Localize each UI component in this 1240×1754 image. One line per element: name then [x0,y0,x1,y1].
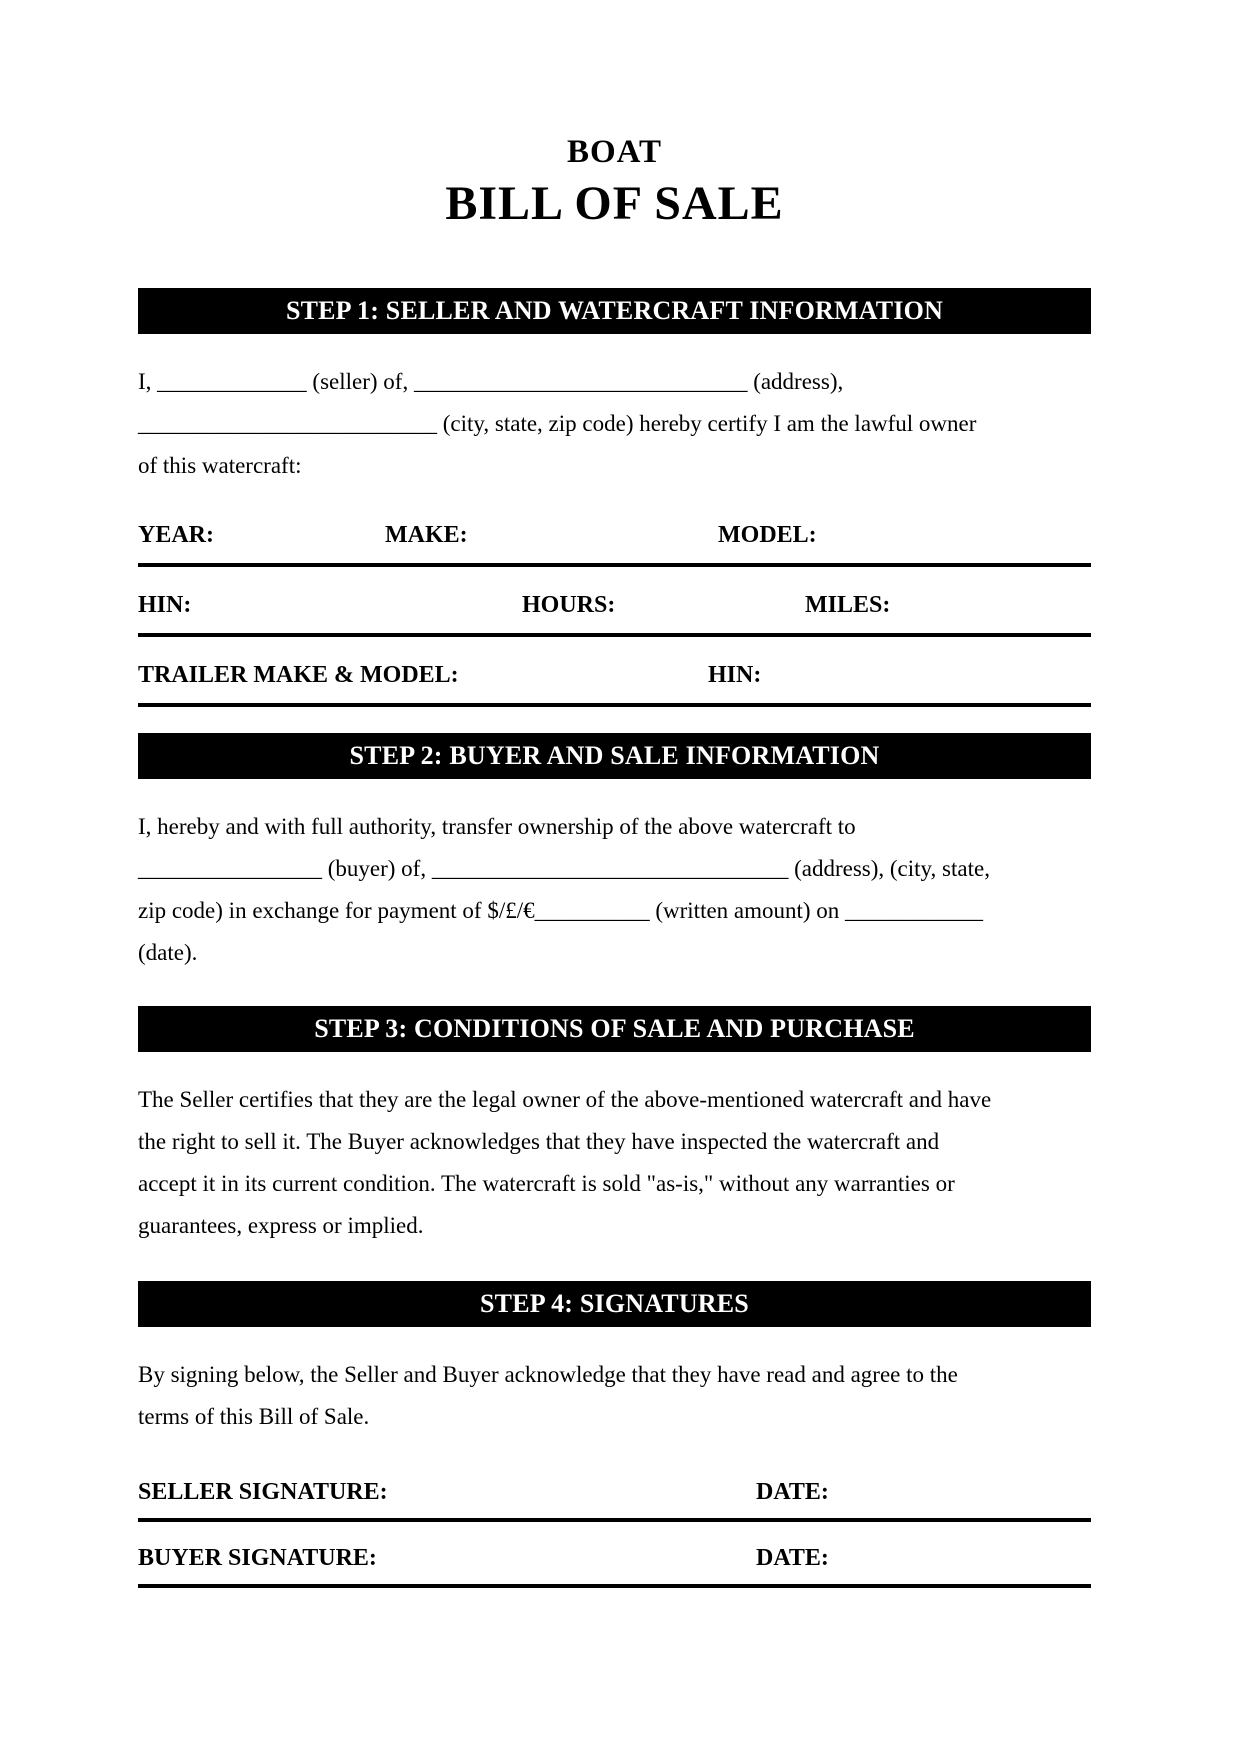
step3-header-label: STEP 3: CONDITIONS OF SALE AND PURCHASE [314,1014,915,1043]
step1-line-3: of this watercraft: [138,453,302,478]
model-field-label: MODEL: [718,522,817,548]
step1-line-2: __________________________ (city, state, zip code) hereby certify I am the lawful owner [138,411,977,436]
trailer-make-model-field-label: TRAILER MAKE & MODEL: [138,662,459,688]
step4-line-2: terms of this Bill of Sale. [138,1404,370,1429]
year-field-label: YEAR: [138,522,214,548]
step2-line-4: (date). [138,940,198,965]
step3-line-3: accept it in its current condition. The watercraft is sold "as-is," without any warranties or [138,1171,955,1196]
seller-signature-label: SELLER SIGNATURE: [138,1479,388,1505]
step1-paragraph [138,361,1091,487]
hours-field-label: HOURS: [522,592,616,618]
step2-line-1: I, hereby and with full authority, transfer ownership of the above watercraft to [138,814,856,839]
step3-line-1: The Seller certifies that they are the legal owner of the above-mentioned watercraft and have [138,1087,992,1112]
watercraft-fields-row-3 [138,641,1091,707]
seller-date-label: DATE: [756,1479,829,1505]
seller-signature-row [138,1460,1091,1522]
miles-field-label: MILES: [805,592,891,618]
step1-header-label: STEP 1: SELLER AND WATERCRAFT INFORMATION [285,296,944,325]
step1-section-header [138,288,1091,334]
step2-line-3: zip code) in exchange for payment of $/£/€__________ (written amount) on ____________ [138,898,984,923]
buyer-signature-row [138,1526,1091,1588]
step1-line-1: I, _____________ (seller) of, _____________________________ (address), [138,369,844,394]
step4-line-1: By signing below, the Seller and Buyer acknowledge that they have read and agree to the [138,1362,958,1387]
document-title: BILL OF SALE [445,177,784,230]
watercraft-fields-row-2 [138,571,1091,637]
document-title-kicker: BOAT [566,134,663,170]
step3-section-header [138,1006,1091,1052]
trailer-hin-field-label: HIN: [708,662,762,688]
step3-line-4: guarantees, express or implied. [138,1213,424,1238]
make-field-label: MAKE: [385,522,468,548]
step2-paragraph [138,806,1091,974]
step3-paragraph [138,1079,1091,1247]
watercraft-fields-row-1 [138,501,1091,567]
step3-line-2: the right to sell it. The Buyer acknowledges that they have inspected the watercraft and [138,1129,940,1154]
buyer-date-label: DATE: [756,1545,829,1571]
hin-field-label: HIN: [138,592,192,618]
step4-section-header [138,1281,1091,1327]
buyer-signature-label: BUYER SIGNATURE: [138,1545,377,1571]
step4-header-label: STEP 4: SIGNATURES [480,1289,749,1318]
step4-paragraph [138,1354,1091,1438]
document-content [138,0,1091,1588]
step2-line-2: ________________ (buyer) of, _______________________________ (address), (city, state, [138,856,990,881]
step2-header-label: STEP 2: BUYER AND SALE INFORMATION [349,741,880,770]
step2-section-header [138,733,1091,779]
